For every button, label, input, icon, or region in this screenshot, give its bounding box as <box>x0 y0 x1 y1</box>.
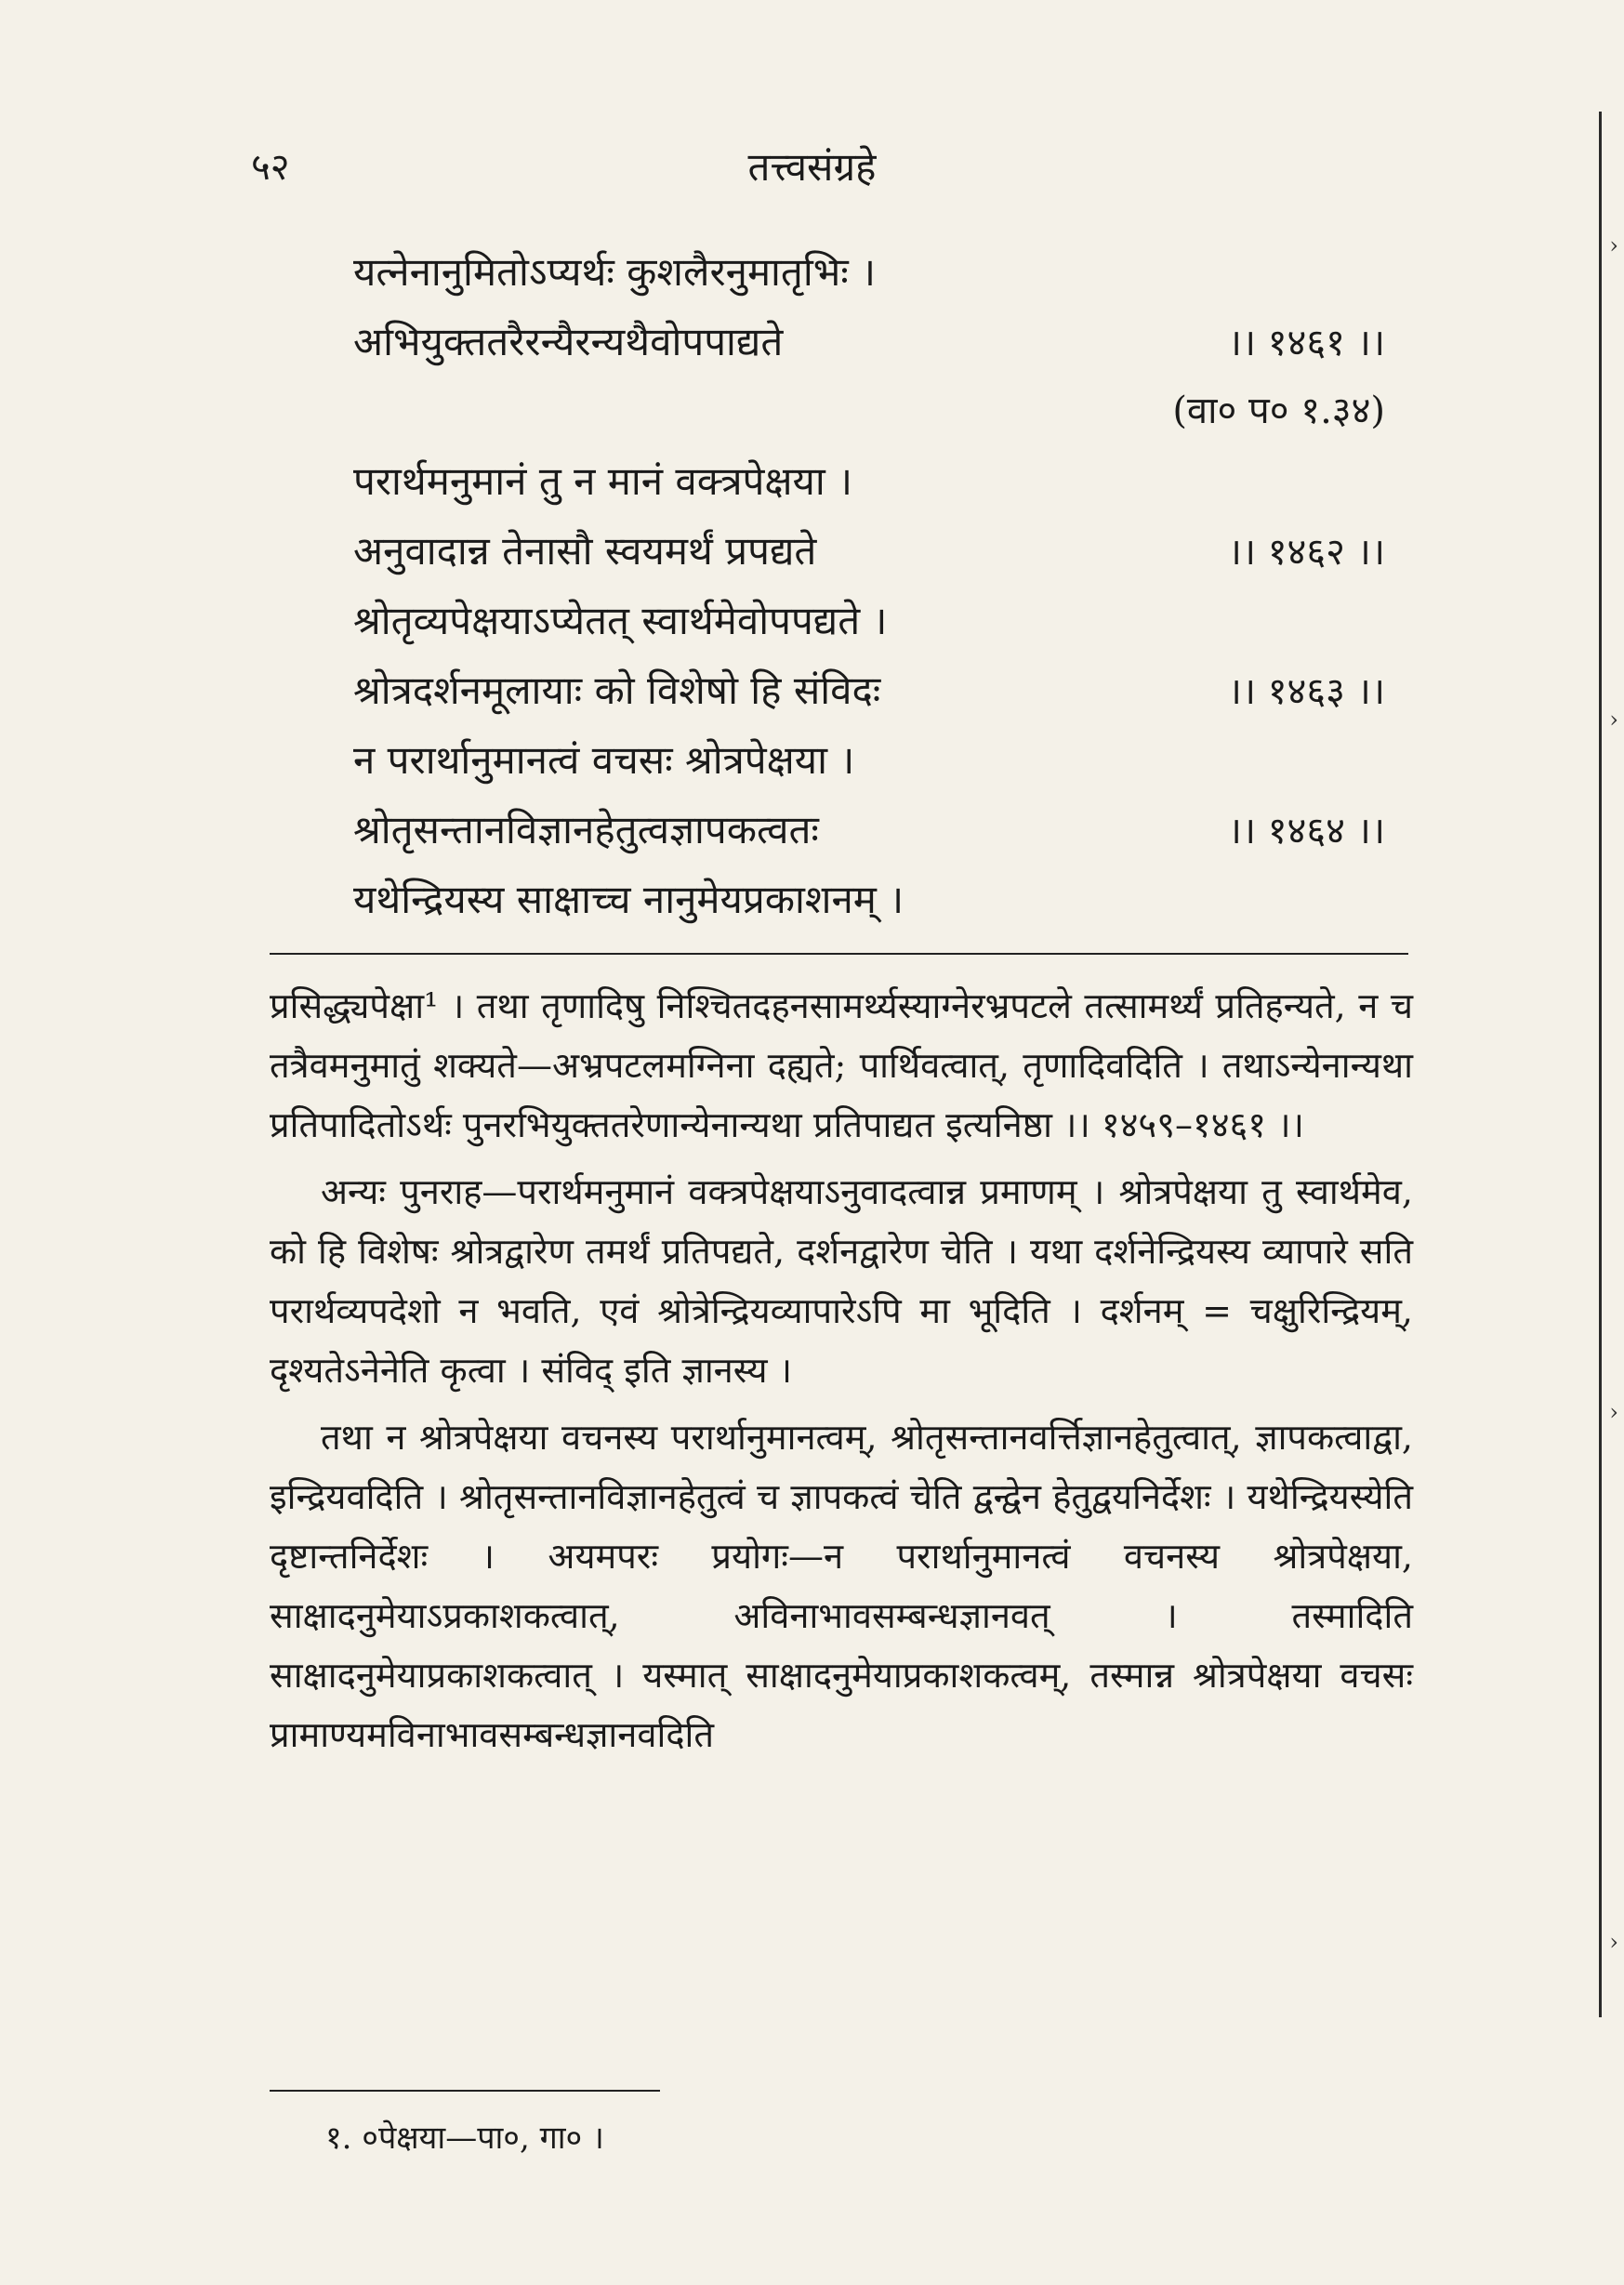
verse-line <box>353 795 1385 865</box>
verse-text: न परार्थानुमानत्वं वचसः श्रोत्रपेक्षया । <box>353 737 855 783</box>
verse-text: परार्थमनुमानं तु न मानं वक्त्रपेक्षया । <box>353 458 853 504</box>
verse-text: यथेन्द्रियस्य साक्षाच्च नानुमेयप्रकाशनम् । <box>353 877 904 922</box>
verse-text: श्रोत्रदर्शनमूलायाः को विशेषो हि संविदः <box>353 667 881 713</box>
edge-mark: › <box>1609 1929 1618 1955</box>
verse-line <box>353 655 1385 725</box>
edge-mark: › <box>1609 1399 1618 1425</box>
verse-text: अनुवादान्न तेनासौ स्वयमर्थं प्रपद्यते <box>353 528 817 574</box>
running-title: तत्त्वसंग्रहे <box>747 144 877 190</box>
verse-commentary-divider <box>270 953 1408 955</box>
footnote: १. ०पेक्षया—पा०, गा० । <box>325 2120 604 2157</box>
edge-mark: › <box>1609 707 1618 733</box>
verse-line <box>353 516 1385 586</box>
verse-line <box>353 446 1385 516</box>
verse-number: ।। १४६३ ।। <box>1227 670 1385 713</box>
verse-text: यत्नेनानुमितोऽप्यर्थः कुशलैरनुमातृभिः । <box>353 249 877 295</box>
verse-text: श्रोतृसन्तानविज्ञानहेतुत्वज्ञापकत्वतः <box>353 807 819 852</box>
verse-number: ।। १४६४ ।। <box>1227 810 1385 852</box>
verse-reference-line <box>353 376 1385 446</box>
page-number: ५२ <box>251 146 290 189</box>
commentary-paragraph: अन्यः पुनराह—परार्थमनुमानं वक्त्रपेक्षयाऽनुवादत्वान्न प्रमाणम् । श्रोत्रपेक्षया तु स्वार्थमेव, को हि विशेषः श्रोत्रद्वारेण तमर्थं प्रतिपद्यते, दर्शनद्वारेण चेति । यथा दर्शनेन्द्रियस्य व्यापारे सति परार्थव्यपदेशो न भवति, एवं श्रोत्रेन्द्रियव्यापारेऽपि मा भूदिति । दर्शनम् = चक्षुरिन्द्रियम्, दृश्यतेऽनेनेति कृत्वा । संविद् इति ज्ञानस्य । <box>270 1171 1413 1391</box>
verse-text: अभियुक्ततरैरन्यैरन्यथैवोपपाद्यते <box>353 319 784 364</box>
commentary-block <box>270 976 1413 1772</box>
verse-number: ।। १४६२ ।। <box>1227 531 1385 574</box>
commentary-paragraph: तथा न श्रोत्रपेक्षया वचनस्य परार्थानुमानत्वम्, श्रोतृसन्तानवर्त्तिज्ञानहेतुत्वात्, ज्ञापकत्वाद्वा, इन्द्रियवदिति । श्रोतृसन्तानविज्ञानहेतुत्वं च ज्ञापकत्वं चेति द्वन्द्वेन हेतुद्वयनिर्देशः । यथेन्द्रियस्येति दृष्टान्तनिर्देशः । अयमपरः प्रयोगः—न परार्थानुमानत्वं वचनस्य श्रोत्रपेक्षया, साक्षादनुमेयाऽप्रकाशकत्वात्, अविनाभावसम्बन्धज्ञानवत् । तस्मादिति साक्षादनुमेयाप्रकाशकत्वात् । यस्मात् साक्षादनुमेयाप्रकाशकत्वम्, तस्मान्न श्रोत्रपेक्षया वचसः प्रामाण्यमविनाभावसम्बन्धज्ञानवदिति <box>270 1417 1413 1755</box>
commentary-paragraph: प्रसिद्ध्यपेक्षा¹ । तथा तृणादिषु निश्चितदहनसामर्थ्यस्याग्नेरभ्रपटले तत्सामर्थ्यं प्रतिहन्यते, न च तत्रैवमनुमातुं शक्यते—अभ्रपटलमग्निना दह्यते; पार्थिवत्वात्, तृणादिवदिति । तथाऽन्येनान्यथा प्रतिपादितोऽर्थः पुनरभियुक्ततरेणान्येनान्यथा प्रतिपाद्यत इत्यनिष्ठा ।। १४५९–१४६१ ।। <box>270 985 1413 1145</box>
verse-number: ।। १४६१ ।। <box>1227 322 1385 364</box>
verse-line <box>353 307 1385 376</box>
page-header <box>0 139 1624 195</box>
edge-mark: › <box>1609 232 1618 258</box>
footnote-divider <box>270 2090 660 2092</box>
verse-line <box>353 865 1385 934</box>
verse-reference: (वा० प० १.३४) <box>1172 390 1385 432</box>
verse-line <box>353 586 1385 655</box>
page-edge-line <box>1599 112 1607 2017</box>
verse-text: श्रोतृव्यपेक्षयाऽप्येतत् स्वार्थमेवोपपद्यते । <box>353 598 888 643</box>
verse-block <box>353 237 1385 934</box>
verse-line <box>353 725 1385 795</box>
verse-line <box>353 237 1385 307</box>
